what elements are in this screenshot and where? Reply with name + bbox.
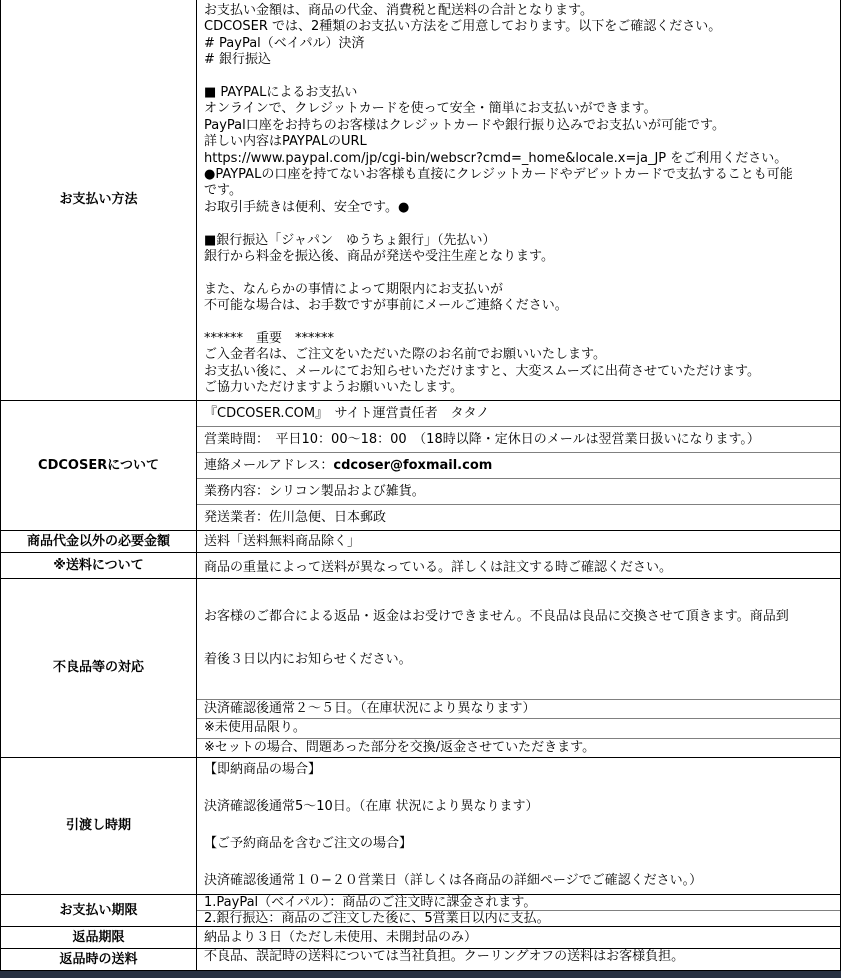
business-description-line: 業務内容：シリコン製品および雑貨。 xyxy=(197,479,840,505)
payment-method-content xyxy=(197,0,840,400)
blank-line xyxy=(204,216,833,232)
text-line: 不可能な場合は、お手数ですが事前にメールご連絡ください。 xyxy=(204,298,568,314)
row-defective-policy xyxy=(1,579,840,759)
text-line: ●PAYPALの口座を持てないお客様も直接にクレジットカードやデビットカードで支払することも可能 xyxy=(204,167,793,183)
delivery-time-label: 引渡し時期 xyxy=(1,758,197,894)
text-line: お客様のご都合による返品・返金はお受けできません。不良品は良品に交換させて頂きます。商品到 xyxy=(204,608,789,624)
text-line: 詳しい内容はPAYPALのURL xyxy=(204,134,367,150)
payment-deadline-item: 1.PayPal（ベイパル）：商品のご注文時に課金されます。 xyxy=(197,895,840,911)
text-line: 着後３日以内にお知らせください。 xyxy=(204,652,412,668)
payment-deadline-label: お支払い期限 xyxy=(1,895,197,926)
row-shipping-note xyxy=(1,553,840,579)
delivery-time-content xyxy=(197,758,840,894)
row-return-deadline xyxy=(1,927,840,949)
footer-bar xyxy=(0,971,841,978)
contact-label: 連絡メールアドレス： xyxy=(204,457,334,473)
about-label: CDCOSERについて xyxy=(1,401,197,530)
return-deadline-content: 納品より３日（ただし未使用、未開封品のみ） xyxy=(204,929,478,945)
blank-line xyxy=(204,854,833,873)
contact-email: cdcoser@foxmail.com xyxy=(333,457,493,473)
text-line: お支払い後に、メールにてお知らせいただけますと、大変スムーズに出荷させていただけます。 xyxy=(204,363,761,379)
payment-method-label: お支払い方法 xyxy=(1,0,197,400)
defective-policy-item: 決済確認後通常２〜５日。（在庫状況により異なります） xyxy=(197,700,840,720)
text-line: CDCOSER では、2種類のお支払い方法をご用意しております。以下をご確認ください。 xyxy=(204,19,722,35)
shipping-carrier-line: 発送業者：佐川急便、日本郵政 xyxy=(204,509,387,525)
return-shipping-label: 返品時の送料 xyxy=(1,949,197,970)
defective-policy-item: ※未使用品限り。 xyxy=(197,719,840,739)
contact-line xyxy=(197,453,840,479)
text-line: オンラインで、クレジットカードを使って安全・簡単にお支払いができます。 xyxy=(204,101,657,117)
text-line: また、なんらかの事情によって期限内にお支払いが xyxy=(204,281,504,297)
paypal-url-text: https://www.paypal.com/jp/cgi-bin/webscr?cmd=_home&locale.x=ja_JP をご利用ください。 xyxy=(204,150,788,166)
row-about-cdcoser xyxy=(1,401,840,531)
important-notice-heading: ****** 重要 ****** xyxy=(204,331,335,347)
text-line: ご協力いただけますようお願いいたします。 xyxy=(204,380,463,396)
text-line: お支払い金額は、商品の代金、消費税と配送料の合計となります。 xyxy=(204,3,593,18)
payment-deadline-content xyxy=(197,895,840,926)
row-payment-deadline xyxy=(1,895,840,927)
payment-deadline-item: 2.銀行振込：商品のご注文した後に、5営業日以内に支払。 xyxy=(204,910,550,926)
shipping-note-label: ※送料について xyxy=(1,553,197,578)
blank-line xyxy=(204,817,833,836)
blank-line xyxy=(204,265,833,281)
shipping-note-content: 商品の重量によって送料が異なっている。詳しくは註文する時ご確認ください。 xyxy=(204,559,673,575)
row-payment-method xyxy=(1,0,840,401)
defective-policy-item: ※セットの場合、問題あった部分を交換/返金させていただきます。 xyxy=(204,739,596,755)
text-line: 【ご予約商品を含むご注文の場合】 xyxy=(204,836,413,852)
text-line: 銀行から料金を振込後、商品が発送や受注生産となります。 xyxy=(204,249,554,265)
text-line: お取引手続きは便利、安全です。● xyxy=(204,199,410,215)
text-line: ■ PAYPALによるお支払い xyxy=(204,85,358,101)
row-delivery-time xyxy=(1,758,840,895)
row-extra-fees xyxy=(1,531,840,553)
extra-fees-content: 送料「送料無料商品除く」 xyxy=(204,533,361,549)
business-hours-line: 営業時間： 平日10：00〜18：00 （18時以降・定休日のメールは翌営業日扱いになります。） xyxy=(197,427,840,453)
text-line: PayPal口座をお持ちのお客様はクレジットカードや銀行振り込みでお支払いが可能です。 xyxy=(204,117,725,133)
site-operator-line: 『CDCOSER.COM』 サイト運営責任者 タタノ xyxy=(197,401,840,427)
defective-policy-item xyxy=(197,579,840,700)
extra-fees-label: 商品代金以外の必要金額 xyxy=(1,531,197,552)
defective-policy-content xyxy=(197,579,840,758)
text-line: ■銀行振込「ジャパン ゆうちょ銀行」（先払い） xyxy=(204,232,496,248)
text-line: 決済確認後通常１０−２０営業日（詳しくは各商品の詳細ページでご確認ください。） xyxy=(204,873,703,889)
blank-line xyxy=(204,780,833,799)
text-line: ご入金者名は、ご注文をいただいた際のお名前でお願いいたします。 xyxy=(204,347,606,363)
text-line: 【即納商品の場合】 xyxy=(204,762,322,778)
defective-policy-label: 不良品等の対応 xyxy=(1,579,197,758)
about-content xyxy=(197,401,840,530)
text-line: です。 xyxy=(204,183,242,199)
return-shipping-content: 不良品、誤記時の送料については当社負担。クーリングオフの送料はお客様負担。 xyxy=(204,948,685,964)
row-return-shipping xyxy=(1,949,840,971)
blank-line xyxy=(204,315,833,331)
return-deadline-label: 返品期限 xyxy=(1,927,197,948)
text-line: # PayPal（ベイパル）決済 xyxy=(204,35,365,51)
text-line: 決済確認後通常5〜10日。（在庫 状況により異なります） xyxy=(204,799,539,815)
text-line: # 銀行振込 xyxy=(204,52,272,68)
blank-line xyxy=(204,69,833,85)
